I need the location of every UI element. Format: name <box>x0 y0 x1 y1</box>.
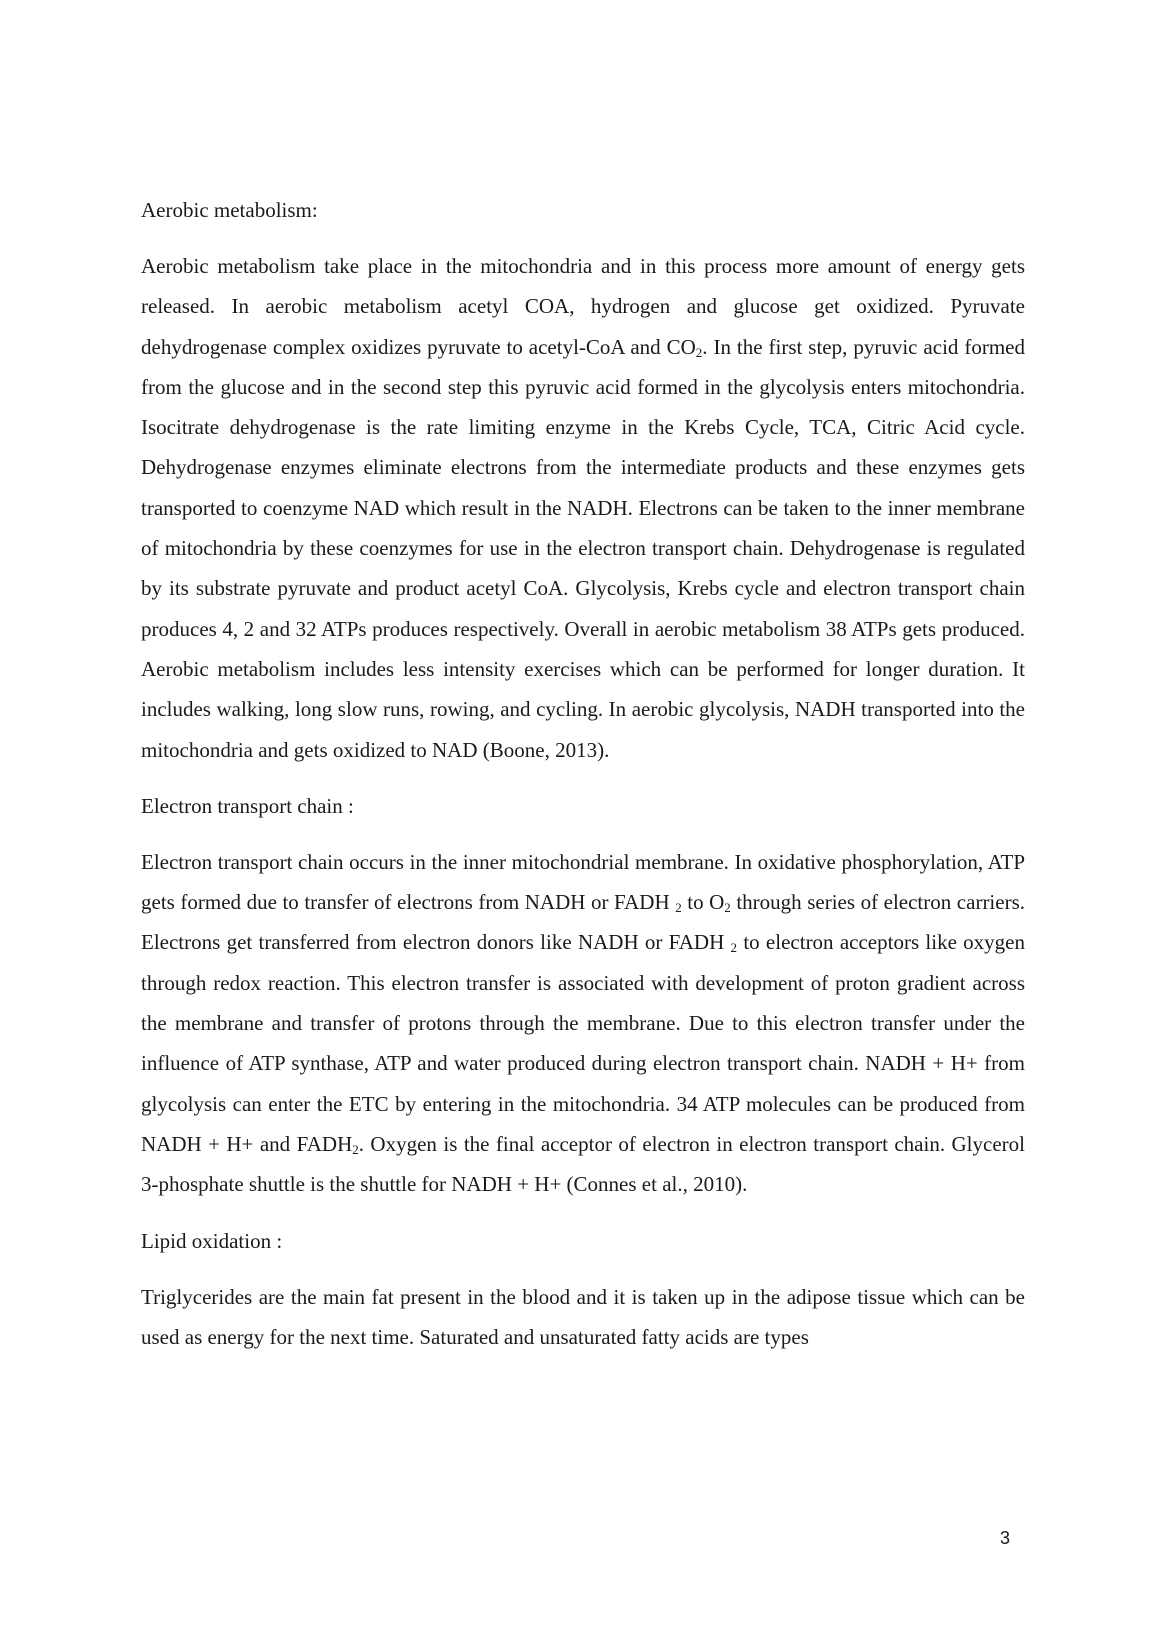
section-paragraph-aerobic-metabolism <box>141 246 1025 770</box>
section-paragraph-electron-transport-chain <box>141 842 1025 1205</box>
text-run: Aerobic metabolism take place in the mitochondria and in this process more amount of energy gets released. In aerobic metabolism acetyl COA, hydrogen and glucose get oxidized. Pyruvate dehydrogenase complex oxidizes pyruvate to acetyl-CoA and CO <box>141 254 1025 359</box>
page-number: 3 <box>1000 1528 1011 1548</box>
section-heading-aerobic-metabolism: Aerobic metabolism: <box>141 198 318 222</box>
text-run: to O <box>681 890 725 915</box>
section-heading-electron-transport-chain: Electron transport chain : <box>141 793 354 818</box>
text-run: Electron transport chain occurs in the inner mitochondrial membrane. In oxidative phosphorylation, ATP gets formed due to transfer of electrons from NADH or FADH <box>141 849 1025 915</box>
subscript: 2 <box>730 940 738 956</box>
section-heading-lipid-oxidation: Lipid oxidation : <box>141 1228 283 1253</box>
text-run: . Oxygen is the final acceptor of electron in electron transport chain. Glycerol 3-phosphate shuttle is the shuttle for NADH + H+ (Connes et al., 2010). <box>141 1131 1025 1197</box>
text-run: through series of electron carriers. Electrons get transferred from electron donors like NADH or FADH <box>141 890 1026 955</box>
subscript: 2 <box>695 344 703 360</box>
subscript: 2 <box>675 900 682 916</box>
text-run: to electron acceptors like oxygen through redox reaction. This electron transfer is associated with development of proton gradient across the membrane and transfer of protons through the membrane. Due to this electron transfer under the influence of ATP synthase, ATP and water produced during electron transport chain. NADH + H+ from glycolysis can enter the ETC by entering in the mitochondria. 34 ATP molecules can be produced from NADH + H+ and FADH <box>141 930 1025 1156</box>
page-content <box>141 190 1025 1373</box>
text-run: Triglycerides are the main fat present in the blood and it is taken up in the adipose tissue which can be used as energy for the next time. Saturated and unsaturated fatty acids are types <box>141 1284 1025 1349</box>
subscript: 2 <box>724 900 731 916</box>
section-paragraph-lipid-oxidation <box>141 1277 1025 1358</box>
text-run: . In the first step, pyruvic acid formed from the glucose and in the second step this pyruvic acid formed in the glycolysis enters mitochondria. Isocitrate dehydrogenase is the rate limiting enzyme in the Krebs Cycle, TCA, Citric Acid cycle. Dehydrogenase enzymes eliminate electrons from the intermediate products and these enzymes gets transported to coenzyme NAD which result in the NADH. Electrons can be taken to the inner membrane of mitochondria by these coenzymes for use in the electron transport chain. Dehydrogenase is regulated by its substrate pyruvate and product acetyl CoA. Glycolysis, Krebs cycle and electron transport chain produces 4, 2 and 32 ATPs produces respectively. Overall in aerobic metabolism 38 ATPs gets produced. Aerobic metabolism includes less intensity exercises which can be performed for longer duration. It includes walking, long slow runs, rowing, and cycling. In aerobic glycolysis, NADH transported into the mitochondria and gets oxidized to NAD (Boone, 2013). <box>141 334 1025 762</box>
subscript: 2 <box>352 1141 359 1157</box>
